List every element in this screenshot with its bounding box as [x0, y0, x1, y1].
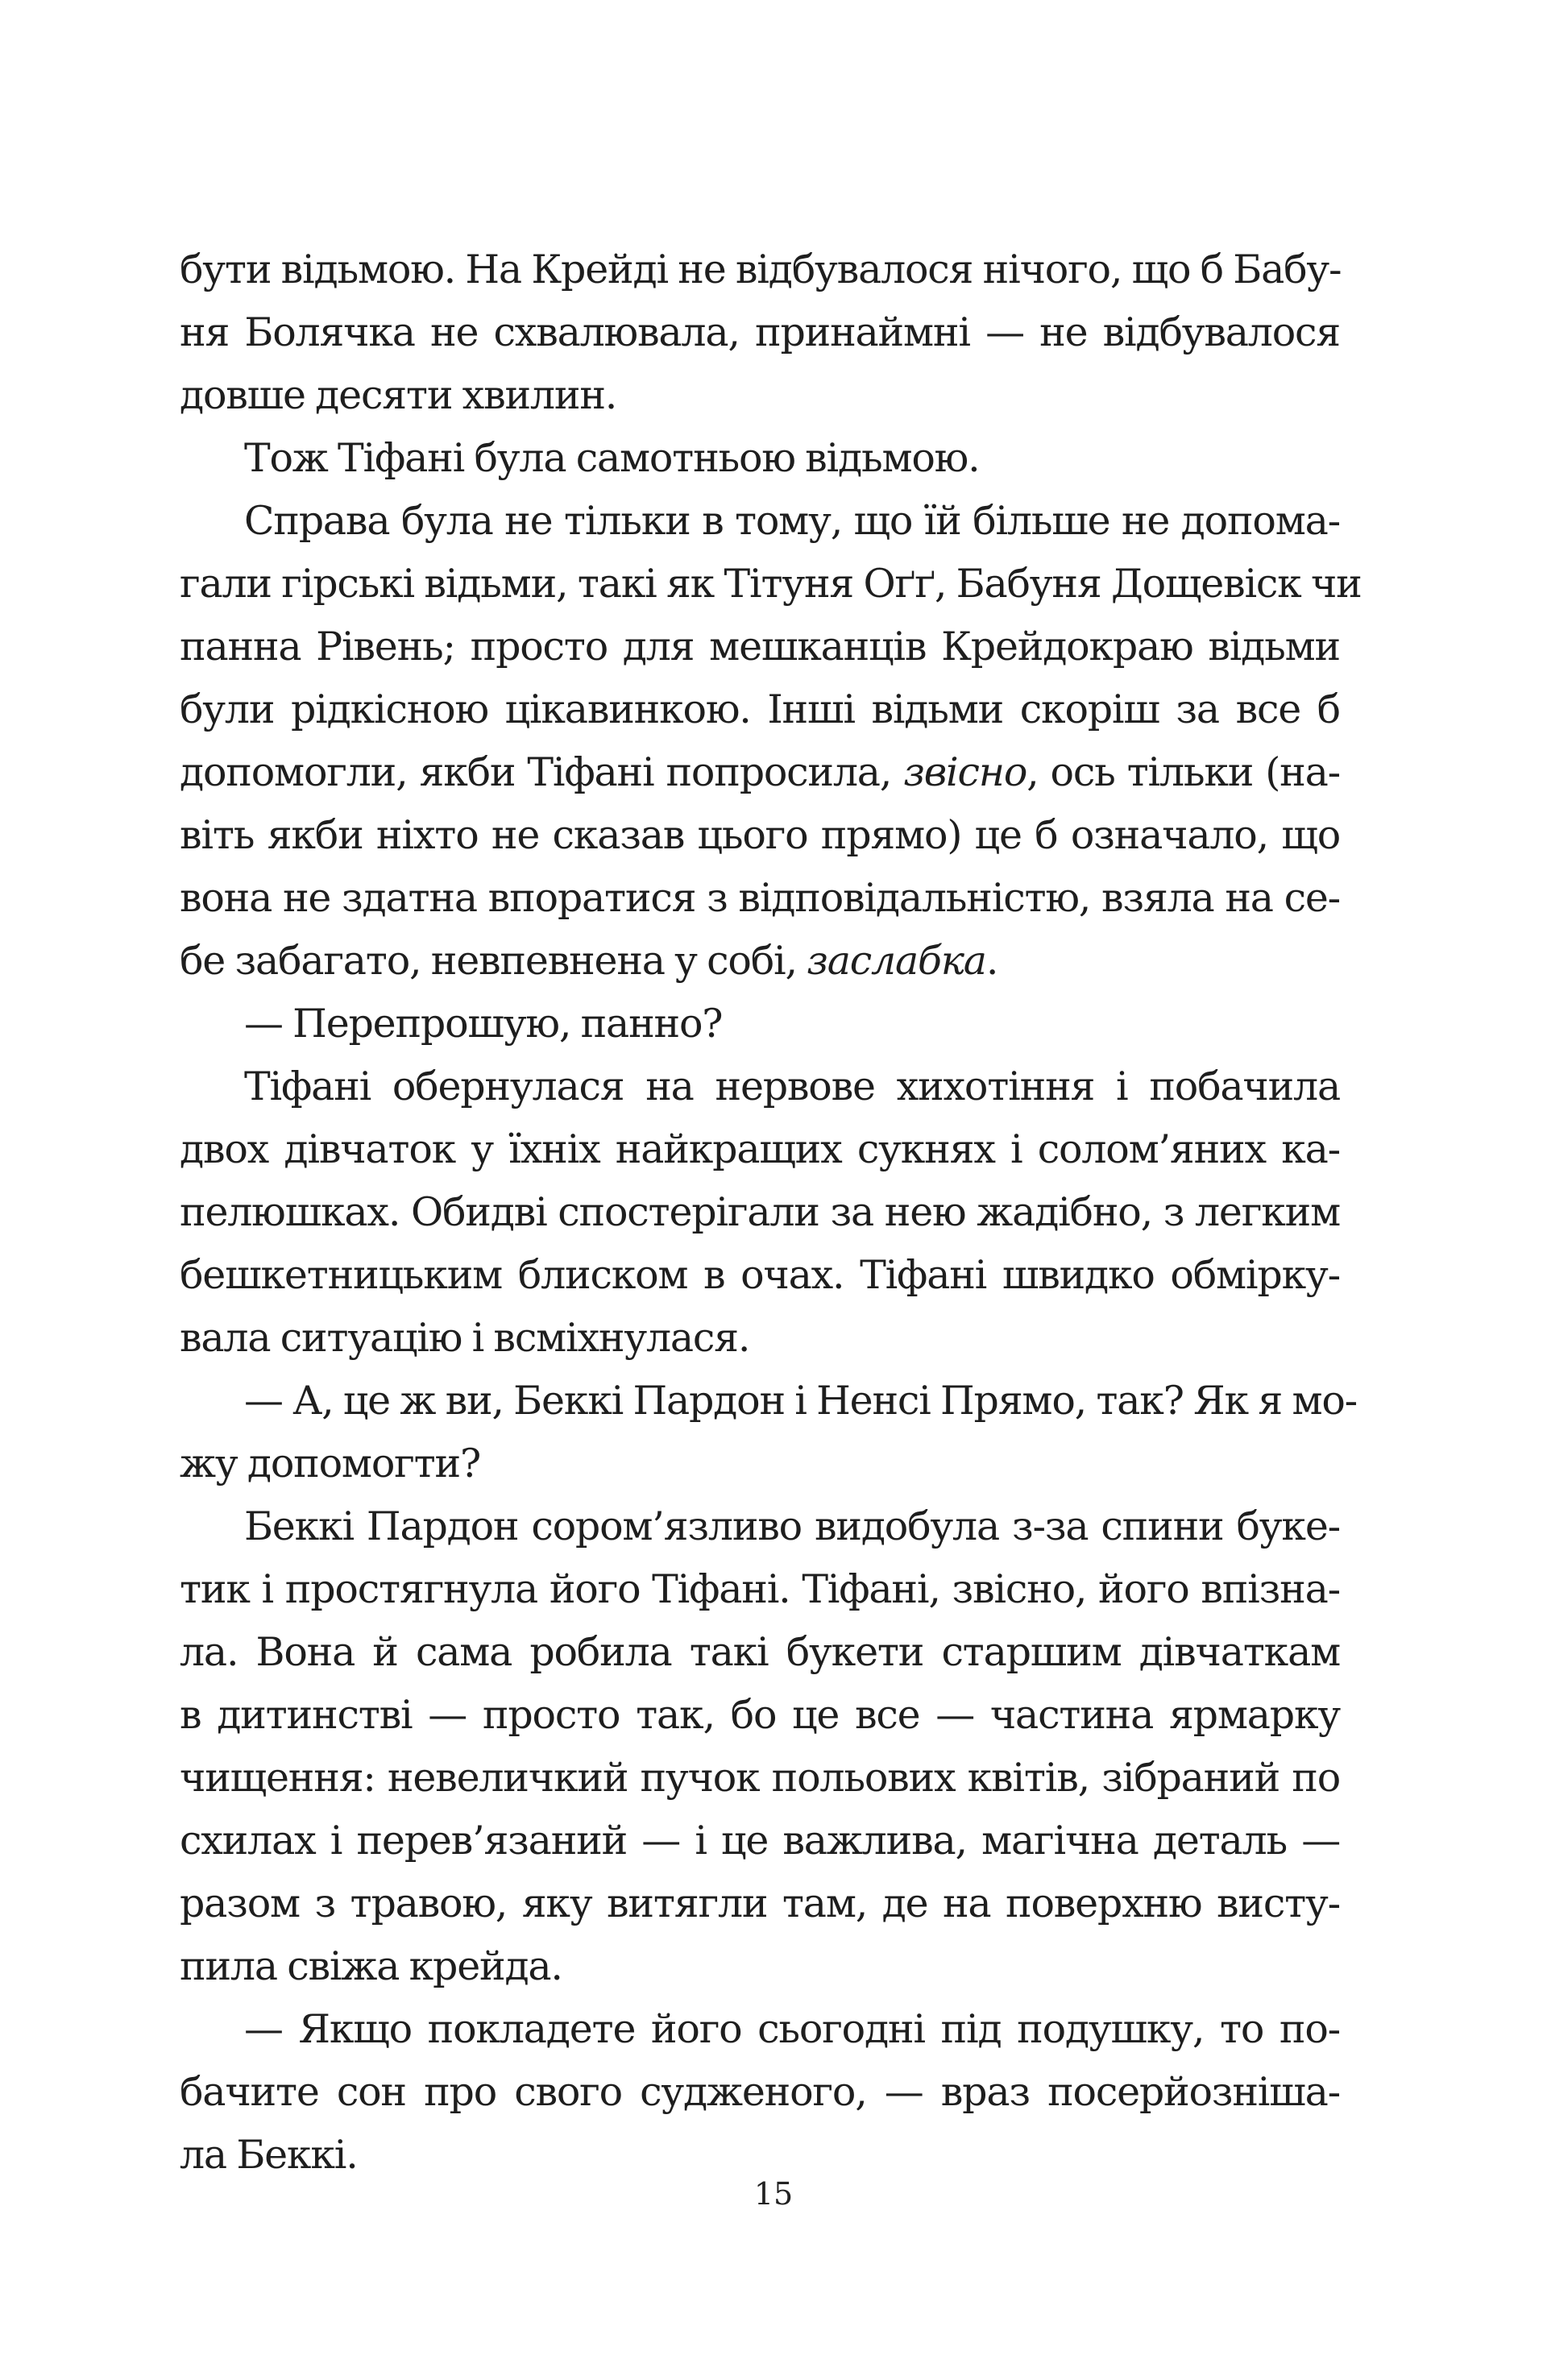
text-line: гали гірські відьми, такі як Тітуня Оґґ, Бабуня Дощевіск чи: [180, 561, 1362, 607]
italic-emphasis: заслабка: [807, 938, 986, 984]
text-line: жу допомогти?: [180, 1441, 481, 1486]
text-line: вала ситуацію і всміхнулася.: [180, 1315, 750, 1361]
text-line: пелюшках. Обидві спостерігали за нею жадібно, з легким: [180, 1189, 1340, 1235]
dialogue-line: — Перепрошую, панно?: [244, 1001, 723, 1047]
text-line: в дитинстві — просто так, бо це все — частина ярмарку: [180, 1692, 1340, 1738]
text-line: панна Рівень; просто для мешканців Крейдокраю відьми: [180, 624, 1340, 670]
text-line: були рідкісною цікавинкою. Інші відьми скоріш за все б: [180, 686, 1340, 732]
text-line: вона не здатна впоратися з відповідальністю, взяла на се-: [180, 875, 1340, 921]
text-line: пила свіжа крейда.: [180, 1943, 562, 1989]
text-line: ла. Вона й сама робила такі букети старшим дівчаткам: [180, 1629, 1340, 1675]
text-line: разом з травою, яку витягли там, де на поверхню висту-: [180, 1880, 1340, 1926]
text-line: тик і простягнула його Тіфані. Тіфані, звісно, його впізна-: [180, 1566, 1340, 1612]
text-span: допомогли, якби Тіфані попросила,: [180, 749, 904, 795]
italic-emphasis: звісно: [903, 749, 1027, 795]
text-line: Справа була не тільки в тому, що їй більше не допома-: [244, 498, 1340, 544]
text-line: бути відьмою. На Крейді не відбувалося нічого, що б Бабу-: [180, 247, 1342, 292]
page-number: 15: [753, 2176, 794, 2212]
text-span: .: [985, 938, 998, 984]
text-line: бешкетницьким блиском в очах. Тіфані швидко обмірку-: [180, 1252, 1340, 1298]
text-line: Тіфані обернулася на нервове хихотіння і побачила: [244, 1064, 1340, 1109]
text-line: ня Болячка не схвалювала, принаймні — не відбувалося: [180, 309, 1340, 355]
text-line: двох дівчаток у їхніх найкращих сукнях і солом’яних ка-: [180, 1126, 1340, 1172]
text-line: бачите сон про свого судженого, — враз посерйознiша-: [180, 2069, 1340, 2115]
text-line: схилах і перев’язаний — і це важлива, магічна деталь —: [180, 1818, 1340, 1864]
text-line: довше десяти хвилин.: [180, 372, 617, 418]
dialogue-line: — Якщо покладете його сьогодні під подушку, то по-: [244, 2006, 1340, 2052]
text-line: віть якби ніхто не сказав цього прямо) це б означало, що: [180, 812, 1340, 858]
text-line: ла Беккі.: [180, 2132, 358, 2178]
dialogue-line: — А, це ж ви, Беккі Пардон і Ненсі Прямо, так? Як я мо-: [244, 1378, 1358, 1424]
text-span: , ось тільки (на-: [1026, 749, 1340, 795]
text-line: чищення: невеличкий пучок польових квітів, зібраний по: [180, 1755, 1340, 1801]
text-line: Беккі Пардон сором’язливо видобула з-за спини буке-: [244, 1503, 1340, 1549]
text-line: [180, 930, 1340, 993]
text-line: [180, 741, 1340, 804]
text-line: Тож Тіфані була самотньою відьмою.: [244, 435, 980, 481]
text-span: бе забагато, невпевнена у собі,: [180, 938, 807, 984]
